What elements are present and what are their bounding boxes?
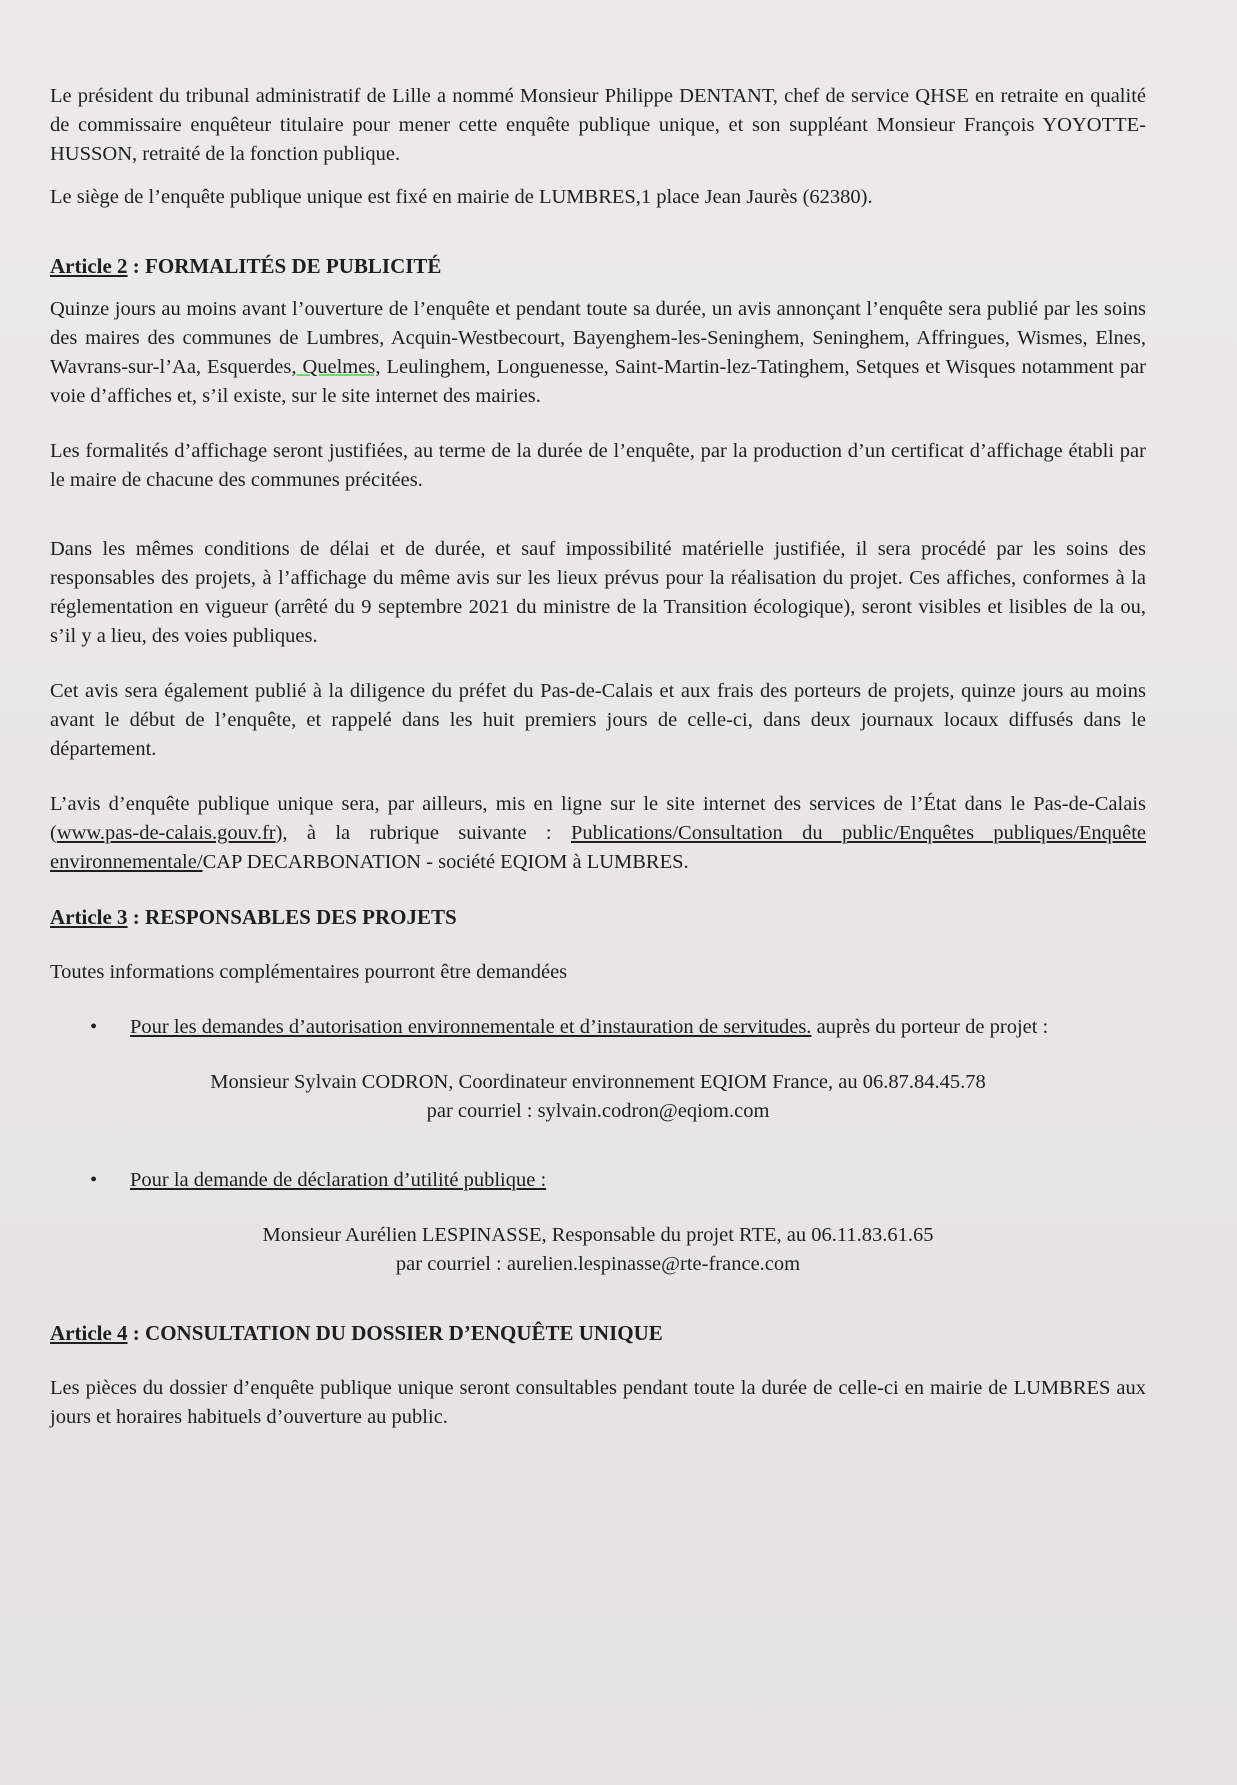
article-3-bullet-1-underlined: Pour les demandes d’autorisation environnementale et d’instauration de servitudes. — [130, 1016, 812, 1038]
contact-lespinasse-line-1: Monsieur Aurélien LESPINASSE, Responsable du projet RTE, au 06.11.83.61.65 — [262, 1224, 934, 1246]
article-2-paragraph-3: Dans les mêmes conditions de délai et de durée, et sauf impossibilité matérielle justifiée, il sera procédé par les soins des responsables des projets, à l’affichage du même avis sur les lieux prévus pour la réalisation du projet. Ces affiches, conformes à la réglementation en vigueur (arrêté du 9 septembre 2021 du ministre de la Transition écologique), seront visibles et lisibles de la ou, s’il y a lieu, des voies publiques. — [50, 538, 1146, 647]
contact-codron-line-1: Monsieur Sylvain CODRON, Coordinateur environnement EQIOM France, au 06.87.84.45.78 — [210, 1071, 986, 1093]
article-2-p1-text-b: Leulinghem, Longuenesse, Saint-Martin-lez-Tatinghem, Setques et Wisques notamment par voie d’affiches et, s’il existe, sur le site internet des mairies. — [50, 356, 1146, 407]
intro-siege-paragraph: Le siège de l’enquête publique unique est fixé en mairie de LUMBRES,1 place Jean Jaurès (62380). — [50, 186, 873, 208]
article-3-intro: Toutes informations complémentaires pourront être demandées — [50, 961, 568, 983]
article-3-bullet-2-underlined: Pour la demande de déclaration d’utilité publique : — [130, 1169, 547, 1191]
bullet-icon: • — [90, 1016, 98, 1038]
article-2-paragraph-2: Les formalités d’affichage seront justifiées, au terme de la durée de l’enquête, par la production d’un certificat d’affichage établi par le maire de chacune des communes précitées. — [50, 440, 1146, 491]
document-body — [50, 82, 1146, 1432]
article-2-p1-highlight: , Quelmes, — [291, 356, 381, 378]
publication-path-link[interactable]: Publications/Consultation du public/Enquêtes publiques/Enquête environnementale/ — [50, 822, 1146, 873]
article-4-heading — [50, 1319, 1146, 1348]
bullet-icon: • — [90, 1169, 98, 1191]
article-4-paragraph-1: Les pièces du dossier d’enquête publique unique seront consultables pendant toute la durée de celle-ci en mairie de LUMBRES aux jours et horaires habituels d’ouverture au public. — [50, 1377, 1146, 1428]
article-3-bullet-2 — [50, 1166, 1146, 1195]
article-3-bullet-1-rest: auprès du porteur de projet : — [811, 1016, 1049, 1038]
article-2-paragraph-5 — [50, 790, 1146, 877]
article-3-bullet-1 — [50, 1013, 1146, 1042]
article-2-p5-text-a: L’avis d’enquête publique unique sera, par ailleurs, mis en ligne sur le site internet des services de l’État dans le Pas-de-Calais ( — [50, 793, 1146, 844]
article-3-label: Article 3 — [50, 905, 128, 929]
article-2-p5-text-b: ), à la rubrique suivante : — [275, 822, 571, 844]
contact-lespinasse-email[interactable]: par courriel : aurelien.lespinasse@rte-france.com — [395, 1253, 801, 1275]
contact-codron-email[interactable]: par courriel : sylvain.codron@eqiom.com — [426, 1100, 770, 1122]
intro-commissaire-paragraph: Le président du tribunal administratif de Lille a nommé Monsieur Philippe DENTANT, chef de service QHSE en retraite en qualité de commissaire enquêteur titulaire pour mener cette enquête publique unique, et son suppléant Monsieur François YOYOTTE-HUSSON, retraité de la fonction publique. — [50, 85, 1146, 165]
article-2-p5-text-c: CAP DECARBONATION - société EQIOM à LUMBRES. — [202, 851, 689, 873]
article-3-heading — [50, 903, 1146, 932]
prefecture-website-link[interactable]: www.pas-de-calais.gouv.fr — [56, 822, 276, 844]
article-3-bullet-1-text — [130, 1013, 1146, 1042]
contact-lespinasse — [50, 1221, 1146, 1279]
article-2-label: Article 2 — [50, 254, 128, 278]
article-2-paragraph-1 — [50, 295, 1146, 411]
contact-codron — [50, 1068, 1146, 1126]
article-2-p1-text-a: Quinze jours au moins avant l’ouverture de l’enquête et pendant toute sa durée, un avis annonçant l’enquête sera publié par les soins des maires des communes de Lumbres, Acquin-Westbecourt, Bayenghem-les-Seninghem, Seninghem, Affringues, Wismes, Elnes, Wavrans-sur-l’Aa, Esquerdes — [50, 298, 1146, 378]
article-3-title: RESPONSABLES DES PROJETS — [145, 905, 457, 929]
article-3-bullet-2-text — [130, 1166, 1146, 1195]
article-4-label: Article 4 — [50, 1321, 128, 1345]
article-4-title: CONSULTATION DU DOSSIER D’ENQUÊTE UNIQUE — [145, 1321, 663, 1345]
article-2-paragraph-4: Cet avis sera également publié à la diligence du préfet du Pas-de-Calais et aux frais des porteurs de projets, quinze jours au moins avant le début de l’enquête, et rappelé dans les huit premiers jours de celle-ci, dans deux journaux locaux diffusés dans le département. — [50, 680, 1146, 760]
article-4-separator: : — [127, 1321, 146, 1345]
article-2-separator: : — [127, 254, 146, 278]
article-2-title: FORMALITÉS DE PUBLICITÉ — [145, 254, 442, 278]
article-2-heading — [50, 252, 1146, 281]
article-3-separator: : — [127, 905, 146, 929]
